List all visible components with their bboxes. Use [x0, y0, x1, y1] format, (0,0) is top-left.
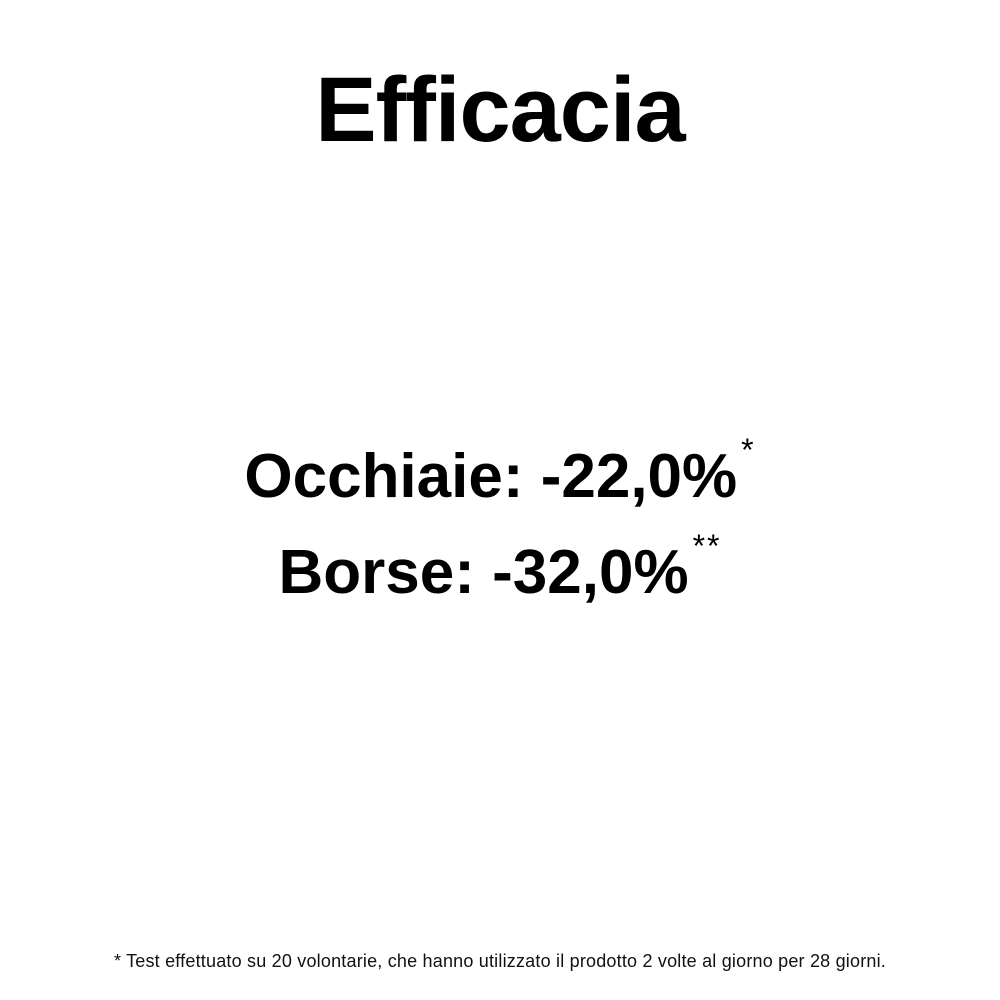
- claims-block: [0, 432, 1000, 638]
- claim-borse: [0, 528, 1000, 607]
- claim-borse-footnote-marker: **: [692, 528, 722, 565]
- claim-borse-text: Borse: -32,0%: [278, 538, 689, 607]
- footnote-text: * Test effettuato su 20 volontarie, che hanno utilizzato il prodotto 2 volte al giorno per 28 giorni.: [113, 951, 887, 971]
- claim-occhiaie: [0, 432, 1000, 511]
- footnote: [0, 951, 1000, 972]
- claim-occhiaie-text: Occhiaie: -22,0%: [244, 442, 738, 511]
- page-title: Efficacia: [315, 59, 685, 161]
- claim-occhiaie-footnote-marker: *: [741, 432, 756, 469]
